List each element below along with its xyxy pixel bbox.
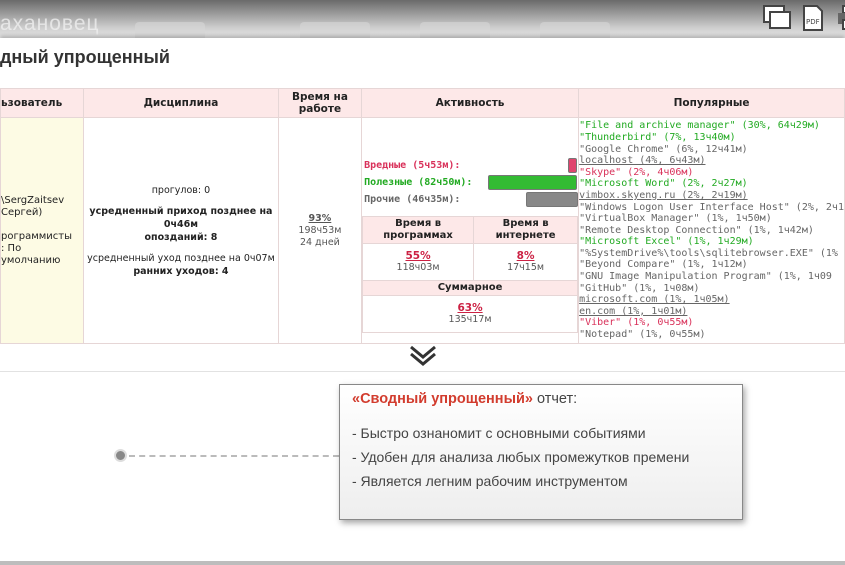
user-cell bbox=[1, 118, 84, 344]
popular-list bbox=[579, 120, 844, 340]
total-head: Суммарное bbox=[363, 280, 578, 295]
programs-head bbox=[363, 216, 474, 243]
user-name: Сергей) bbox=[1, 206, 43, 218]
internet-time: 17ч15м bbox=[507, 262, 545, 273]
popular-item: "Beyond Compare" (1%, 1ч12м) bbox=[579, 259, 748, 271]
popular-item: "GNU Image Manipulation Program" (1%, 1ч09 bbox=[579, 271, 832, 283]
work-time-cell bbox=[278, 118, 361, 344]
internet-percent-link[interactable]: 8% bbox=[516, 250, 535, 262]
other-label: Прочие (46ч35м): bbox=[364, 193, 461, 205]
popular-item: "Microsoft Word" (2%, 2ч27м) bbox=[579, 178, 748, 190]
internet-head bbox=[474, 216, 578, 243]
total-value-cell bbox=[363, 295, 578, 332]
popular-item: "%SystemDrive%\tools\sqlitebrowser.EXE" (1% bbox=[579, 247, 838, 259]
popular-item: "Microsoft Excel" (1%, 1ч29м) bbox=[579, 236, 754, 248]
popular-item: "Skype" (2%, 4ч06м) bbox=[579, 166, 694, 178]
user-schedule: : По умолчанию bbox=[1, 242, 61, 266]
programs-time: 118ч03м bbox=[396, 262, 440, 273]
programs-percent-link[interactable]: 55% bbox=[405, 250, 431, 262]
user-group: рограммисты bbox=[1, 230, 73, 242]
internet-value-cell bbox=[474, 243, 578, 280]
callout-line: - Быстро ознаномит с основными событиями bbox=[352, 425, 646, 441]
description-callout bbox=[339, 384, 743, 520]
work-percent-link[interactable]: 93% bbox=[308, 212, 332, 224]
pdf-icon[interactable] bbox=[798, 3, 828, 33]
activity-subtable bbox=[362, 216, 578, 333]
callout-heading-bold: «Сводный упрощенный» bbox=[352, 391, 533, 407]
expand-chevron-icon[interactable] bbox=[409, 345, 437, 371]
toolbar-icons bbox=[762, 3, 845, 33]
header-work-line2: работе bbox=[298, 103, 342, 115]
useful-label: Полезные (82ч50м): bbox=[364, 176, 473, 188]
brand-logo-text: ахановец bbox=[0, 12, 100, 35]
popular-item: "File and archive manager" (30%, 64ч29м) bbox=[579, 120, 820, 132]
user-login: \SergZaitsev bbox=[1, 194, 65, 206]
total-percent-link[interactable]: 63% bbox=[457, 302, 483, 314]
useful-bar bbox=[488, 175, 577, 190]
popular-item: "Windows Logon User Interface Host" (2%, 2ч1 bbox=[579, 201, 844, 213]
popular-item: "Viber" (1%, 0ч55м) bbox=[579, 317, 694, 329]
svg-text:PDF: PDF bbox=[806, 18, 820, 26]
popular-item[interactable]: vimbox.skyeng.ru (2%, 2ч19м) bbox=[579, 189, 748, 201]
activity-cell bbox=[362, 118, 579, 344]
lates-count: опозданий: 8 bbox=[144, 231, 218, 243]
popular-cell bbox=[579, 118, 845, 344]
callout-heading-rest: отчет: bbox=[532, 391, 578, 407]
top-bar bbox=[0, 0, 845, 40]
programs-head-line2: программах bbox=[383, 229, 453, 241]
programs-head-line1: Время в bbox=[395, 217, 442, 229]
callout-pointer bbox=[114, 449, 339, 462]
late-leave-text: усредненный уход позднее на 0ч07м bbox=[87, 252, 275, 264]
programs-value-cell bbox=[363, 243, 474, 280]
copy-window-icon[interactable] bbox=[762, 3, 792, 33]
print-icon[interactable] bbox=[834, 3, 845, 33]
header-activity: Активность bbox=[362, 89, 579, 118]
header-user: ьзователь bbox=[1, 89, 84, 118]
harmful-bar bbox=[568, 158, 577, 173]
work-days-value: 24 дней bbox=[299, 236, 340, 248]
popular-item: "VirtualBox Manager" (1%, 1ч50м) bbox=[579, 213, 772, 225]
header-work-line1: Время на bbox=[291, 91, 348, 103]
popular-item[interactable]: localhost (4%, 6ч43м) bbox=[579, 155, 706, 167]
absences-text: прогулов: 0 bbox=[151, 184, 211, 196]
popular-item: "Thunderbird" (7%, 13ч40м) bbox=[579, 131, 736, 143]
header-work-time bbox=[278, 89, 361, 118]
popular-item: "Remote Desktop Connection" (1%, 1ч42м) bbox=[579, 224, 814, 236]
pointer-dot-icon bbox=[114, 449, 127, 462]
harmful-label: Вредные (5ч53м): bbox=[364, 159, 461, 171]
internet-head-line2: интернете bbox=[495, 229, 556, 241]
harmful-bar-row bbox=[362, 157, 578, 174]
section-divider bbox=[0, 371, 845, 372]
late-arrival-text: усредненный приход позднее на 0ч46м bbox=[89, 205, 273, 230]
callout-heading bbox=[352, 391, 730, 407]
popular-item: "GitHub" (1%, 1ч08м) bbox=[579, 282, 700, 294]
bottom-border bbox=[0, 561, 845, 565]
other-bar bbox=[526, 192, 578, 207]
report-table bbox=[0, 88, 845, 344]
callout-line: - Является легним рабочим инструментом bbox=[352, 473, 628, 489]
early-leaves-count: ранних уходов: 4 bbox=[133, 265, 229, 277]
popular-item: "Google Chrome" (6%, 12ч41м) bbox=[579, 143, 748, 155]
popular-item[interactable]: en.com (1%, 1ч01м) bbox=[579, 305, 688, 317]
pointer-dashed-line bbox=[129, 455, 339, 457]
total-time: 135ч17м bbox=[448, 314, 492, 325]
useful-bar-row bbox=[362, 174, 578, 191]
header-popular: Популярные bbox=[579, 89, 845, 118]
header-discipline: Дисциплина bbox=[84, 89, 279, 118]
discipline-cell bbox=[84, 118, 279, 344]
callout-line: - Удобен для анализа любых промежутков премени bbox=[352, 449, 690, 465]
other-bar-row bbox=[362, 191, 578, 208]
activity-bars bbox=[362, 129, 578, 216]
popular-item: "Notepad" (1%, 0ч55м) bbox=[579, 329, 706, 341]
popular-item[interactable]: microsoft.com (1%, 1ч05м) bbox=[579, 294, 730, 306]
page-title: дный упрощенный bbox=[0, 47, 170, 67]
internet-head-line1: Время в bbox=[502, 217, 549, 229]
work-time-value: 198ч53м bbox=[298, 224, 342, 236]
